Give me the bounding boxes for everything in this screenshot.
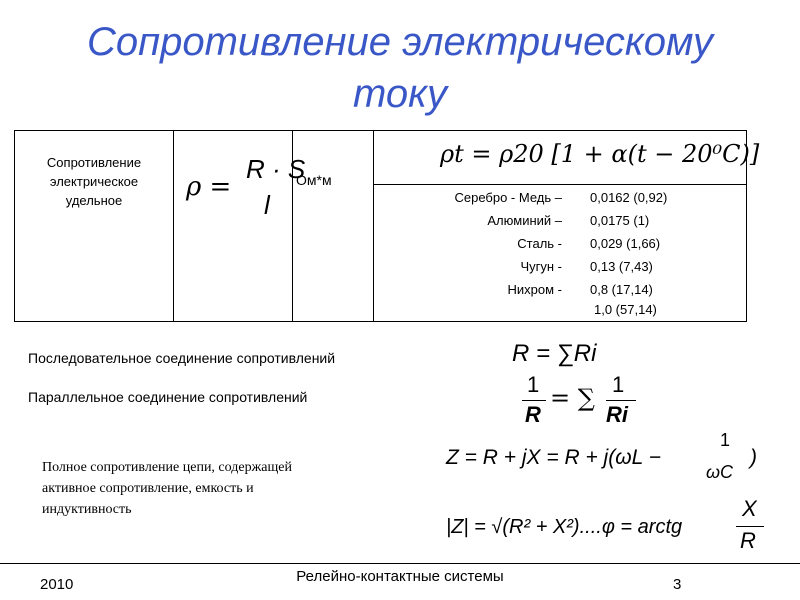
slide-title-line1: Сопротивление электрическому — [86, 20, 714, 64]
impedance-description — [42, 457, 422, 520]
formula-rho-lhs: ρ = — [186, 172, 232, 202]
formula-rho-denominator: l — [264, 190, 270, 220]
impedance-magnitude-numerator: X — [742, 496, 757, 521]
material-name: Нихром - — [507, 282, 562, 297]
parallel-connection-label: Параллельное соединение сопротивлений — [28, 389, 308, 405]
material-value: 0,13 (7,43) — [590, 259, 653, 274]
parallel-formula — [520, 370, 640, 434]
cell-resistivity-label — [15, 153, 173, 210]
fraction-bar — [606, 400, 636, 401]
material-name: Сталь - — [517, 236, 562, 251]
impedance-magnitude-formula — [444, 496, 784, 560]
table-divider-1 — [173, 130, 174, 321]
impedance-formula-close: ) — [750, 446, 757, 469]
formula-rho-numerator: R · S — [246, 154, 306, 184]
table-border-top — [14, 130, 747, 131]
impedance-formula-main: Z = R + jX = R + j(ωL − — [446, 446, 661, 469]
series-formula: R = ∑Ri — [512, 340, 597, 367]
impedance-text-line: индуктивность — [42, 502, 132, 517]
cell-label-line: Сопротивление — [46, 155, 142, 170]
fraction-bar — [522, 400, 546, 401]
material-value: 1,0 (57,14) — [594, 302, 657, 317]
cell-label-line: удельное — [65, 193, 123, 208]
material-name: Серебро - Медь – — [454, 190, 562, 205]
material-value: 0,0162 (0,92) — [590, 190, 668, 205]
footer-page-number: 3 — [673, 576, 682, 593]
impedance-magnitude-denominator: R — [740, 528, 756, 553]
formula-rho — [180, 150, 306, 230]
parallel-lhs-numerator: 1 — [527, 372, 540, 397]
footer-divider — [0, 563, 800, 564]
footer-year: 2010 — [40, 576, 74, 593]
parallel-rhs-numerator: 1 — [612, 372, 625, 397]
material-value: 0,029 (1,66) — [590, 236, 661, 251]
slide-title-line2: току — [352, 72, 447, 116]
impedance-text-line: Полное сопротивление цепи, содержащей — [42, 460, 292, 475]
cell-label-line: электрическое — [49, 174, 139, 189]
material-name: Алюминий – — [487, 213, 562, 228]
impedance-formula-denominator: ωC — [706, 462, 734, 482]
material-value: 0,8 (17,14) — [590, 282, 653, 297]
parallel-rhs-denominator: Ri — [606, 402, 628, 427]
table-divider-row — [373, 184, 746, 185]
unit-label: Ом*м — [296, 172, 332, 188]
material-value: 0,0175 (1) — [590, 213, 650, 228]
parallel-lhs-denominator: R — [525, 402, 541, 427]
impedance-formula-numerator: 1 — [720, 430, 731, 450]
fraction-bar — [736, 526, 764, 527]
footer-title: Релейно-контактные системы — [296, 568, 504, 585]
table-border-bottom — [14, 321, 747, 322]
impedance-text-line: активное сопротивление, емкость и — [42, 481, 254, 496]
impedance-formula — [444, 430, 784, 490]
series-connection-label: Последовательное соединение сопротивлений — [28, 350, 336, 366]
parallel-equals-sum: = ∑ — [550, 384, 595, 412]
impedance-magnitude-main: |Z| = √(R² + X²)....φ = arctg — [446, 516, 683, 538]
table-divider-3 — [373, 130, 374, 321]
material-name: Чугун - — [520, 259, 562, 274]
formula-temperature: ρt = ρ20 [1 + α(t − 20⁰C)] — [440, 140, 760, 168]
